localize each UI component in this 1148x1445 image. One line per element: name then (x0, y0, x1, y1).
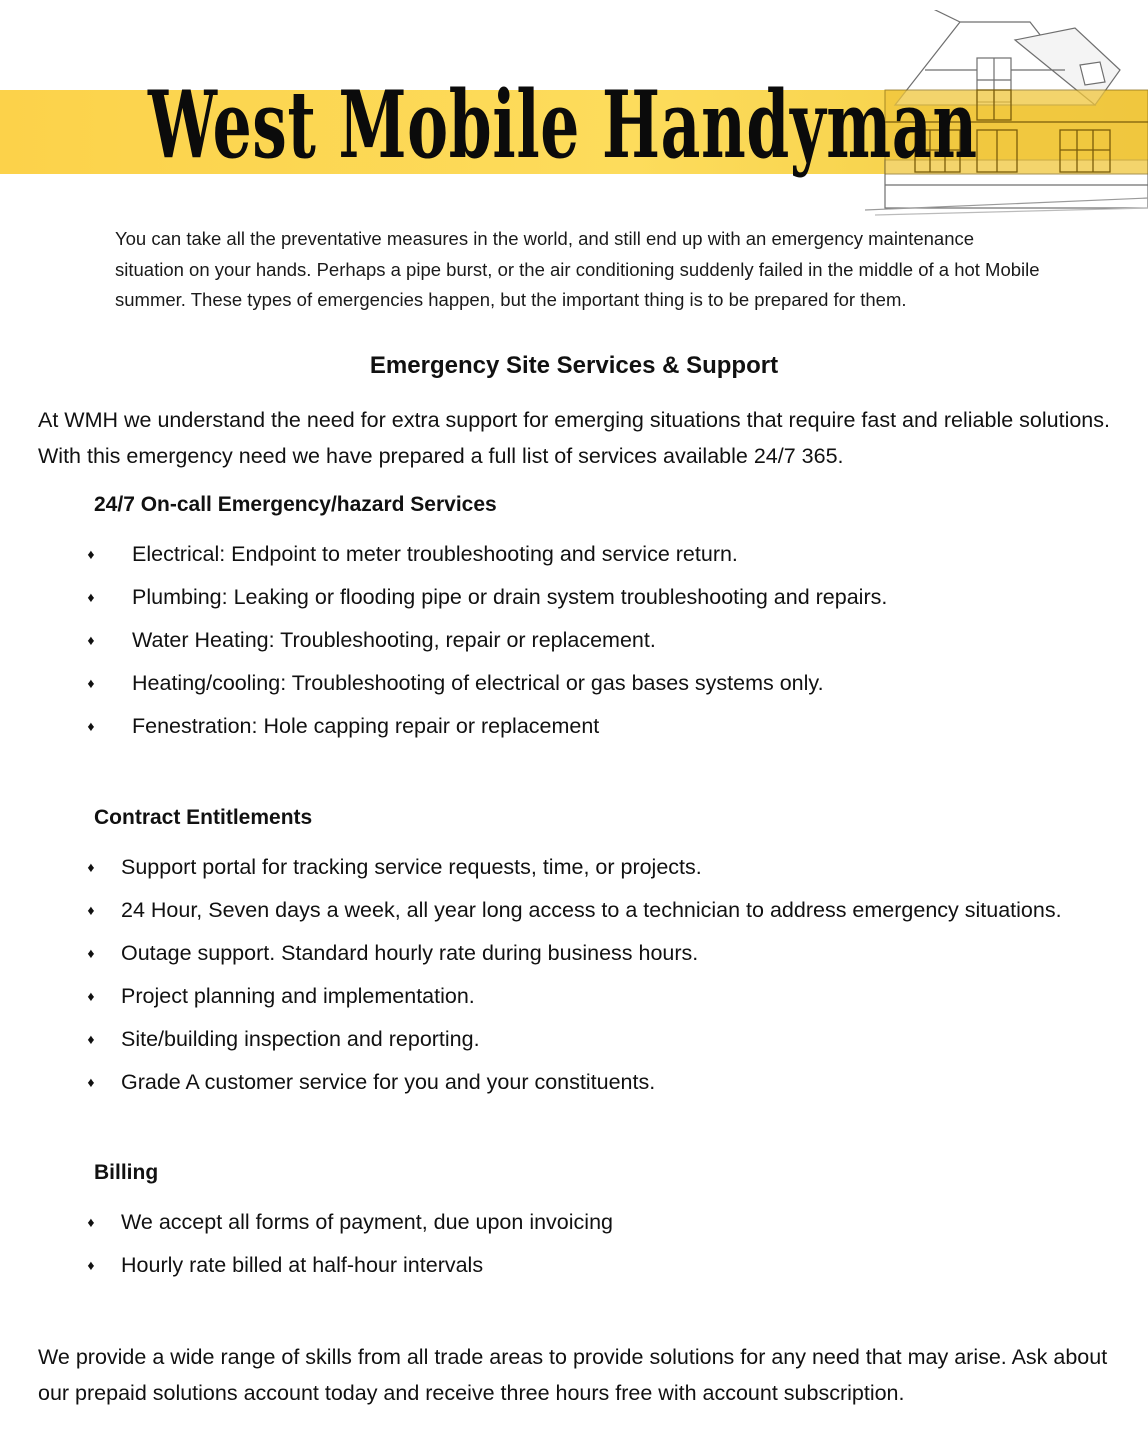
diamond-bullet-icon: ♦ (87, 632, 95, 648)
list-item-text: Hourly rate billed at half-hour intervals (121, 1253, 484, 1277)
list-item-text: Project planning and implementation. (121, 984, 475, 1008)
diamond-bullet-icon: ♦ (87, 1214, 95, 1230)
billing-heading: Billing (94, 1161, 159, 1184)
diamond-bullet-icon: ♦ (87, 902, 95, 918)
list-item-text: Support portal for tracking service requests, time, or projects. (121, 855, 702, 879)
list-item-text: We accept all forms of payment, due upon invoicing (121, 1210, 613, 1234)
contract-entitlements-heading: Contract Entitlements (94, 806, 313, 829)
emergency-services-heading: 24/7 On-call Emergency/hazard Services (94, 493, 497, 516)
list-item-text: 24 Hour, Seven days a week, all year long access to a technician to address emergency situations. (121, 898, 1062, 922)
diamond-bullet-icon: ♦ (87, 675, 95, 691)
list-item-text: Outage support. Standard hourly rate during business hours. (121, 941, 699, 965)
section-title: Emergency Site Services & Support (369, 352, 779, 379)
list-item-text: Water Heating: Troubleshooting, repair or replacement. (132, 628, 656, 652)
list-item-text: Plumbing: Leaking or flooding pipe or drain system troubleshooting and repairs. (132, 585, 888, 609)
diamond-bullet-icon: ♦ (87, 1031, 95, 1047)
diamond-bullet-icon: ♦ (87, 988, 95, 1004)
intro-paragraph: You can take all the preventative measures in the world, and still end up with an emergency maintenance situation on your hands. Perhaps a pipe burst, or the air conditioning suddenly failed in the middle of a hot Mobile summer. These types of emergencies happen, but the important thing is to be prepared for them. (115, 228, 1040, 310)
diamond-bullet-icon: ♦ (87, 546, 95, 562)
diamond-bullet-icon: ♦ (87, 589, 95, 605)
list-item-text: Fenestration: Hole capping repair or replacement (132, 714, 600, 738)
diamond-bullet-icon: ♦ (87, 1257, 95, 1273)
lead-paragraph: At WMH we understand the need for extra support for emerging situations that require fast and reliable solutions. With this emergency need we have prepared a full list of services available 24/7 365. (38, 408, 1110, 468)
list-item-text: Grade A customer service for you and your constituents. (121, 1070, 656, 1094)
list-item-text: Heating/cooling: Troubleshooting of electrical or gas bases systems only. (132, 671, 824, 695)
diamond-bullet-icon: ♦ (87, 718, 95, 734)
closing-paragraph: We provide a wide range of skills from all trade areas to provide solutions for any need that may arise. Ask about our prepaid solutions account today and receive three hours free with account subscription. (38, 1345, 1108, 1405)
diamond-bullet-icon: ♦ (87, 945, 95, 961)
list-item-text: Site/building inspection and reporting. (121, 1027, 480, 1051)
diamond-bullet-icon: ♦ (87, 1074, 95, 1090)
diamond-bullet-icon: ♦ (87, 859, 95, 875)
banner-title: West Mobile Handyman (148, 70, 978, 179)
list-item-text: Electrical: Endpoint to meter troubleshooting and service return. (132, 542, 738, 566)
